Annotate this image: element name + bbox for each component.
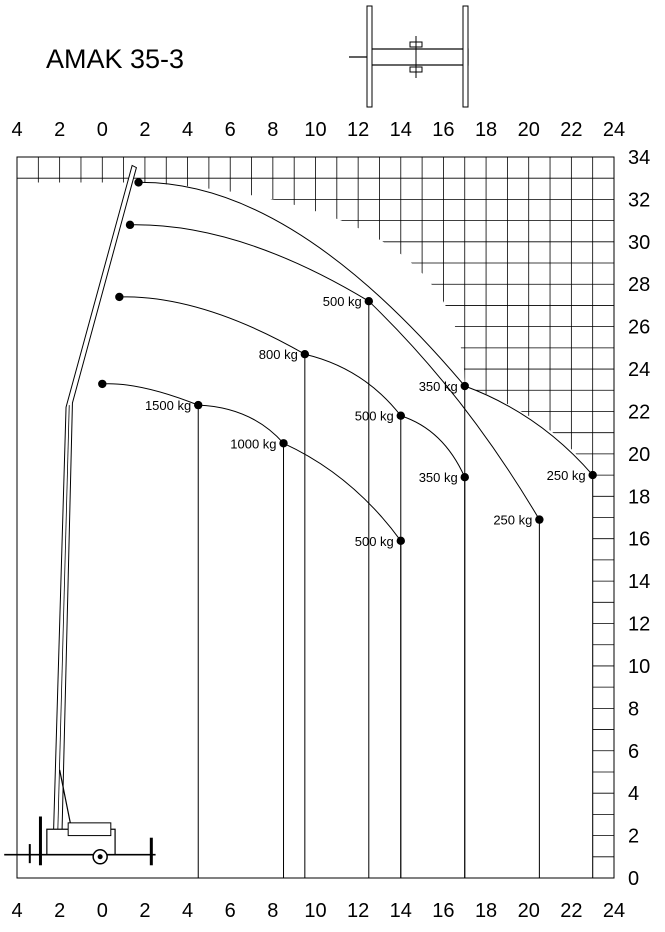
x-tick-label-top: 20: [517, 119, 540, 141]
y-tick-label: 22: [628, 401, 651, 424]
load-point-label: 1000 kg: [230, 436, 277, 452]
load-point: [461, 382, 469, 390]
x-tick-label-bottom: 6: [224, 900, 236, 922]
x-tick-label-bottom: 2: [139, 900, 151, 922]
x-tick-label-top: 16: [432, 119, 455, 141]
load-point-label: 500 kg: [354, 408, 394, 424]
load-point: [535, 515, 543, 523]
x-tick-label-top: 4: [11, 119, 23, 141]
x-tick-label-bottom: 16: [432, 900, 455, 922]
x-tick-label-bottom: 22: [560, 900, 583, 922]
y-tick-label: 2: [628, 825, 640, 848]
load-point-label: 1500 kg: [144, 398, 192, 414]
x-tick-label-top: 10: [304, 119, 327, 141]
load-point-label: 800 kg: [258, 347, 298, 363]
y-tick-label: 34: [628, 147, 651, 169]
x-tick-label-bottom: 4: [11, 900, 23, 922]
x-tick-label-top: 22: [560, 119, 583, 141]
y-tick-label: 16: [628, 528, 651, 551]
x-tick-label-bottom: 8: [267, 900, 279, 922]
crane-wheel-hub: [98, 854, 103, 859]
y-tick-label: 28: [628, 274, 651, 297]
x-tick-label-bottom: 0: [96, 900, 108, 922]
x-tick-label-bottom: 18: [474, 900, 498, 922]
load-point-label: 350 kg: [418, 379, 458, 395]
load-point: [194, 401, 202, 409]
x-tick-label-bottom: 4: [182, 900, 194, 922]
x-tick-label-top: 2: [54, 119, 66, 141]
y-tick-label: 4: [628, 783, 640, 806]
y-tick-label: 20: [628, 443, 651, 466]
x-tick-label-bottom: 10: [304, 900, 327, 922]
x-tick-label-top: 0: [96, 119, 108, 141]
x-tick-label-bottom: 2: [54, 900, 66, 922]
y-tick-label: 26: [628, 316, 651, 339]
load-point: [279, 439, 287, 447]
load-point-label: 500 kg: [354, 533, 394, 549]
x-tick-label-top: 24: [602, 119, 626, 141]
x-tick-label-bottom: 14: [389, 900, 412, 922]
x-tick-label-top: 18: [474, 119, 498, 141]
x-tick-label-bottom: 12: [347, 900, 370, 922]
y-tick-label: 10: [628, 655, 651, 678]
y-tick-label: 0: [628, 868, 640, 890]
y-tick-label: 12: [628, 613, 651, 636]
curve-start-point: [115, 293, 123, 301]
y-tick-label: 8: [628, 698, 640, 721]
load-point: [397, 412, 405, 420]
load-point: [588, 471, 596, 479]
top-view-chassis: [368, 49, 468, 65]
x-tick-label-top: 2: [139, 119, 151, 141]
curve-start-point: [126, 221, 134, 229]
crane-cab: [68, 823, 111, 836]
curve-start-point: [134, 178, 142, 186]
chart-title: AMAK 35-3: [46, 44, 185, 74]
load-point-label: 250 kg: [546, 468, 586, 484]
load-point-label: 250 kg: [493, 512, 533, 528]
y-tick-label: 24: [628, 359, 651, 382]
load-point-label: 350 kg: [418, 470, 458, 486]
top-view-outrigger-right: [463, 6, 468, 107]
x-tick-label-bottom: 20: [517, 900, 540, 922]
y-tick-label: 14: [628, 571, 651, 594]
x-tick-label-top: 4: [182, 119, 194, 141]
y-tick-label: 30: [628, 231, 651, 254]
x-tick-label-top: 8: [267, 119, 279, 141]
top-view-outrigger-left: [367, 6, 372, 107]
load-point-label: 500 kg: [322, 294, 362, 310]
x-tick-label-top: 14: [389, 119, 412, 141]
load-point: [301, 350, 309, 358]
y-tick-label: 18: [628, 486, 651, 509]
load-point: [365, 297, 373, 305]
x-tick-label-top: 6: [224, 119, 236, 141]
x-tick-label-bottom: 24: [602, 900, 626, 922]
y-tick-label: 6: [628, 740, 640, 763]
curve-start-point: [98, 380, 106, 388]
x-tick-label-top: 12: [347, 119, 370, 141]
y-tick-label: 32: [628, 189, 651, 212]
